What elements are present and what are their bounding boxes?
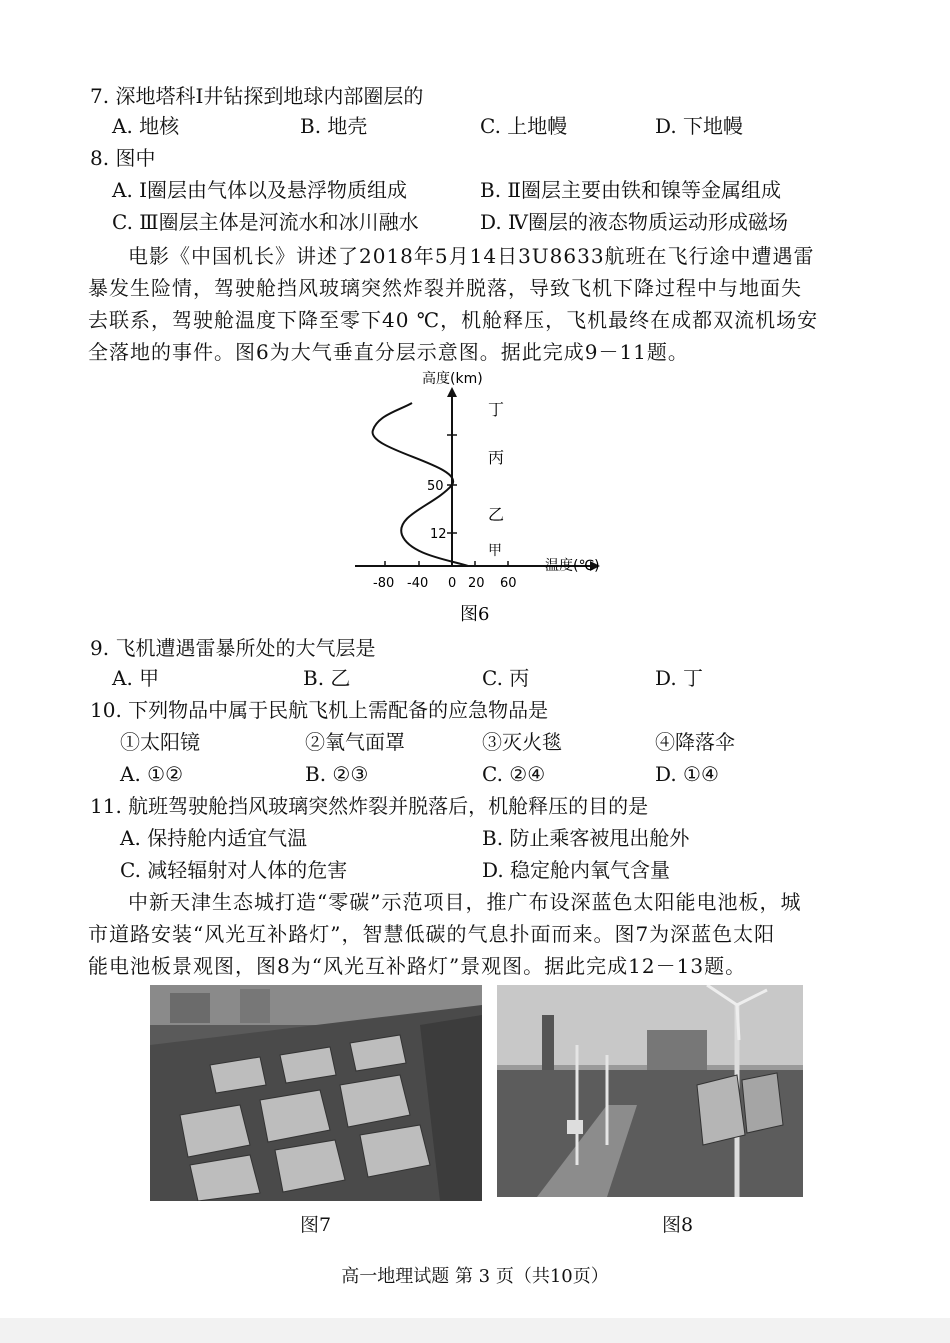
passage1-line-4: 全落地的事件。图6为大气垂直分层示意图。据此完成9－11题。 (88, 340, 689, 364)
q10-option-b: B. ②③ (305, 762, 369, 786)
q10-stem: 10. 下列物品中属于民航飞机上需配备的应急物品是 (90, 698, 549, 722)
passage-tianjin-eco-city (88, 886, 878, 982)
atmosphere-layer-chart (340, 365, 620, 630)
q9-option-a: A. 甲 (112, 666, 160, 690)
q7-option-a: A. 地核 (112, 114, 180, 138)
passage2-line-3: 能电池板景观图，图8为“风光互补路灯”景观图。据此完成12－13题。 (88, 954, 747, 978)
q8-option-c: C. Ⅲ圈层主体是河流水和冰川融水 (112, 210, 419, 234)
passage1-line-3: 去联系，驾驶舱温度下降至零下40 ℃，机舱释压，飞机最终在成都双流机场安 (88, 308, 819, 332)
passage1-line-1: 电影《中国机长》讲述了2018年5月14日3U8633航班在飞行途中遭遇雷 (128, 244, 815, 268)
figure8-caption: 图8 (662, 1214, 694, 1236)
y-axis-arrow (447, 387, 457, 397)
page-footer: 高一地理试题 第 3 页（共10页） (341, 1266, 609, 1287)
q8-stem: 8. 图中 (90, 146, 156, 170)
q11-option-a: A. 保持舱内适宜气温 (120, 826, 308, 850)
q8-option-b: B. Ⅱ圈层主要由铁和镍等金属组成 (480, 178, 782, 202)
y-tick-label-50: 50 (427, 479, 444, 494)
figure6-caption: 图6 (460, 604, 490, 625)
q8-option-a: A. Ⅰ圈层由气体以及悬浮物质组成 (112, 178, 408, 202)
q10-option-a: A. ①② (120, 762, 184, 786)
q10-item-2: ②氧气面罩 (305, 730, 405, 754)
solar-panel-photo (150, 985, 482, 1201)
wind-solar-streetlight-photo (497, 985, 803, 1197)
q11-option-c: C. 减轻辐射对人体的危害 (120, 858, 348, 882)
passage1-line-2: 暴发生险情，驾驶舱挡风玻璃突然炸裂并脱落，导致飞机下降过程中与地面失 (88, 276, 802, 300)
x-tick-label--40: -40 (407, 576, 429, 591)
q10-option-d: D. ①④ (655, 762, 719, 786)
passage2-line-2: 市道路安装“风光互补路灯”，智慧低碳的气息扑面而来。图7为深蓝色太阳 (88, 922, 776, 946)
q7-option-d: D. 下地幔 (655, 114, 744, 138)
q7-option-b: B. 地壳 (300, 114, 368, 138)
q7-stem: 7. 深地塔科Ⅰ井钻探到地球内部圈层的 (90, 84, 424, 108)
q11-stem: 11. 航班驾驶舱挡风玻璃突然炸裂并脱落后，机舱释压的目的是 (90, 794, 649, 818)
x-tick-label--80: -80 (373, 576, 395, 591)
q9-option-d: D. 丁 (655, 666, 704, 690)
q10-item-3: ③灭火毯 (482, 730, 562, 754)
layer-label-jia: 甲 (488, 543, 502, 559)
q9-stem: 9. 飞机遭遇雷暴所处的大气层是 (90, 636, 376, 660)
q10-option-c: C. ②④ (482, 762, 546, 786)
layer-label-bing: 丙 (488, 448, 505, 467)
layer-label-yi: 乙 (488, 505, 505, 524)
figure7-caption: 图7 (300, 1214, 332, 1236)
q8-option-d: D. Ⅳ圈层的液态物质运动形成磁场 (480, 210, 789, 234)
x-axis-label: 温度(℃) (545, 558, 600, 574)
y-tick-label-12: 12 (430, 527, 447, 542)
q7-option-c: C. 上地幔 (480, 114, 568, 138)
layer-label-ding: 丁 (488, 400, 505, 419)
q9-option-b: B. 乙 (303, 666, 351, 690)
y-axis-label: 高度(km) (422, 371, 483, 387)
x-tick-label-60: 60 (500, 576, 517, 591)
x-tick-label-0: 0 (448, 576, 457, 591)
scan-bottom-band (0, 1318, 950, 1343)
q11-option-b: B. 防止乘客被甩出舱外 (482, 826, 690, 850)
q9-option-c: C. 丙 (482, 666, 530, 690)
passage-china-captain (88, 240, 878, 368)
passage2-line-1: 中新天津生态城打造“零碳”示范项目，推广布设深蓝色太阳能电池板，城 (128, 890, 802, 914)
q10-item-1: ①太阳镜 (120, 730, 200, 754)
q11-option-d: D. 稳定舱内氧气含量 (482, 858, 671, 882)
x-tick-label-20: 20 (468, 576, 485, 591)
q10-item-4: ④降落伞 (655, 730, 735, 754)
